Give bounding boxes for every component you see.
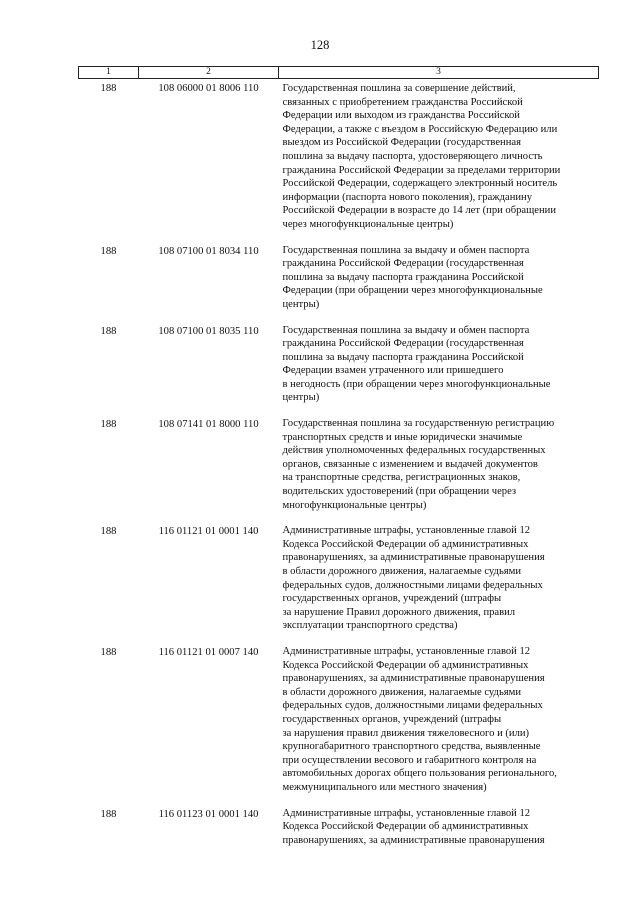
admin-code: 188 — [100, 325, 117, 337]
table-row — [79, 417, 599, 524]
revenue-name: Государственная пошлина за выдачу и обмен паспорта гражданина Российской Федерации (государственная пошлина за выдачу паспорта гражданина Российской Федерации взамен утраченного или пришедшего в негодность (при обращении через многофункциональные центры) — [282, 324, 551, 404]
revenue-code: 116 01121 01 0007 140 — [158, 646, 259, 658]
revenue-name: Государственная пошлина за государственную регистрацию транспортных средств и иные юридически значимые действия уполномоченных федеральных государственных органов, связанные с изменением и выдачей документов на транспортные средства, регистрационных знаков, водительских удостоверений (при обращении через многофункциональные центры) — [282, 418, 555, 511]
table-row — [79, 807, 599, 860]
admin-code: 188 — [100, 646, 117, 658]
admin-code: 188 — [100, 808, 117, 820]
column-header-2: 2 — [139, 67, 279, 79]
column-header-1: 1 — [79, 67, 139, 79]
revenue-name: Государственная пошлина за выдачу и обмен паспорта гражданина Российской Федерации (государственная пошлина за выдачу паспорта гражданина Российской Федерации (при обращении через многофункциональные центры) — [282, 244, 543, 310]
revenue-code: 108 07100 01 8034 110 — [158, 245, 259, 257]
revenue-code: 108 07141 01 8000 110 — [158, 419, 259, 431]
revenue-name: Государственная пошлина за совершение действий, связанных с приобретением гражданства Российской Федерации или выходом из гражданства Российской Федерации, а также с въездом в Российскую Федерацию или выездом из Российской Федерации (государственная пошлина за выдачу паспорта, удостоверяющего личность гражданина Российской Федерации за пределами территории Российской Федерации, содержащего электронный носитель информации (паспорта нового поколения), гражданину Российской Федерации в возрасте до 14 лет (при обращении через многофункциональные центры) — [282, 83, 561, 230]
table-row — [79, 324, 599, 418]
revenue-code: 116 01121 01 0001 140 — [158, 526, 259, 538]
table-row — [79, 79, 599, 244]
revenue-name: Административные штрафы, установленные главой 12 Кодекса Российской Федерации об административных правонарушениях, за административные правонарушения в области дорожного движения, налагаемые судьями федеральных судов, должностными лицами федеральных государственных органов, учреждений (штрафы за нарушение Правил дорожного движения, правил эксплуатации транспортного средства) — [282, 525, 545, 632]
admin-code: 188 — [100, 83, 117, 94]
admin-code: 188 — [100, 419, 117, 431]
page-number: 128 — [310, 38, 330, 52]
table-row — [79, 524, 599, 645]
revenue-code: 108 06000 01 8006 110 — [158, 83, 259, 94]
revenue-name: Административные штрафы, установленные главой 12 Кодекса Российской Федерации об административных правонарушениях, за административные правонарушения — [282, 807, 545, 846]
revenue-name: Административные штрафы, установленные главой 12 Кодекса Российской Федерации об административных правонарушениях, за административные правонарушения в области дорожного движения, налагаемые судьями федеральных судов, должностными лицами федеральных государственных органов, учреждений (штрафы за нарушения правил движения тяжеловесного и (или) крупногабаритного транспортного средства, выявленные при осуществлении весового и габаритного контроля на автомобильных дорогах общего пользования регионального, межмуниципального или местного значения) — [282, 645, 557, 793]
table-row — [79, 244, 599, 324]
revenue-code: 108 07100 01 8035 110 — [158, 325, 259, 337]
column-header-3: 3 — [279, 67, 599, 79]
table-row — [79, 645, 599, 807]
table-header-row — [79, 67, 599, 79]
admin-code: 188 — [100, 526, 117, 538]
admin-code: 188 — [100, 245, 117, 257]
revenue-code: 116 01123 01 0001 140 — [158, 808, 259, 820]
budget-code-table — [78, 66, 599, 859]
